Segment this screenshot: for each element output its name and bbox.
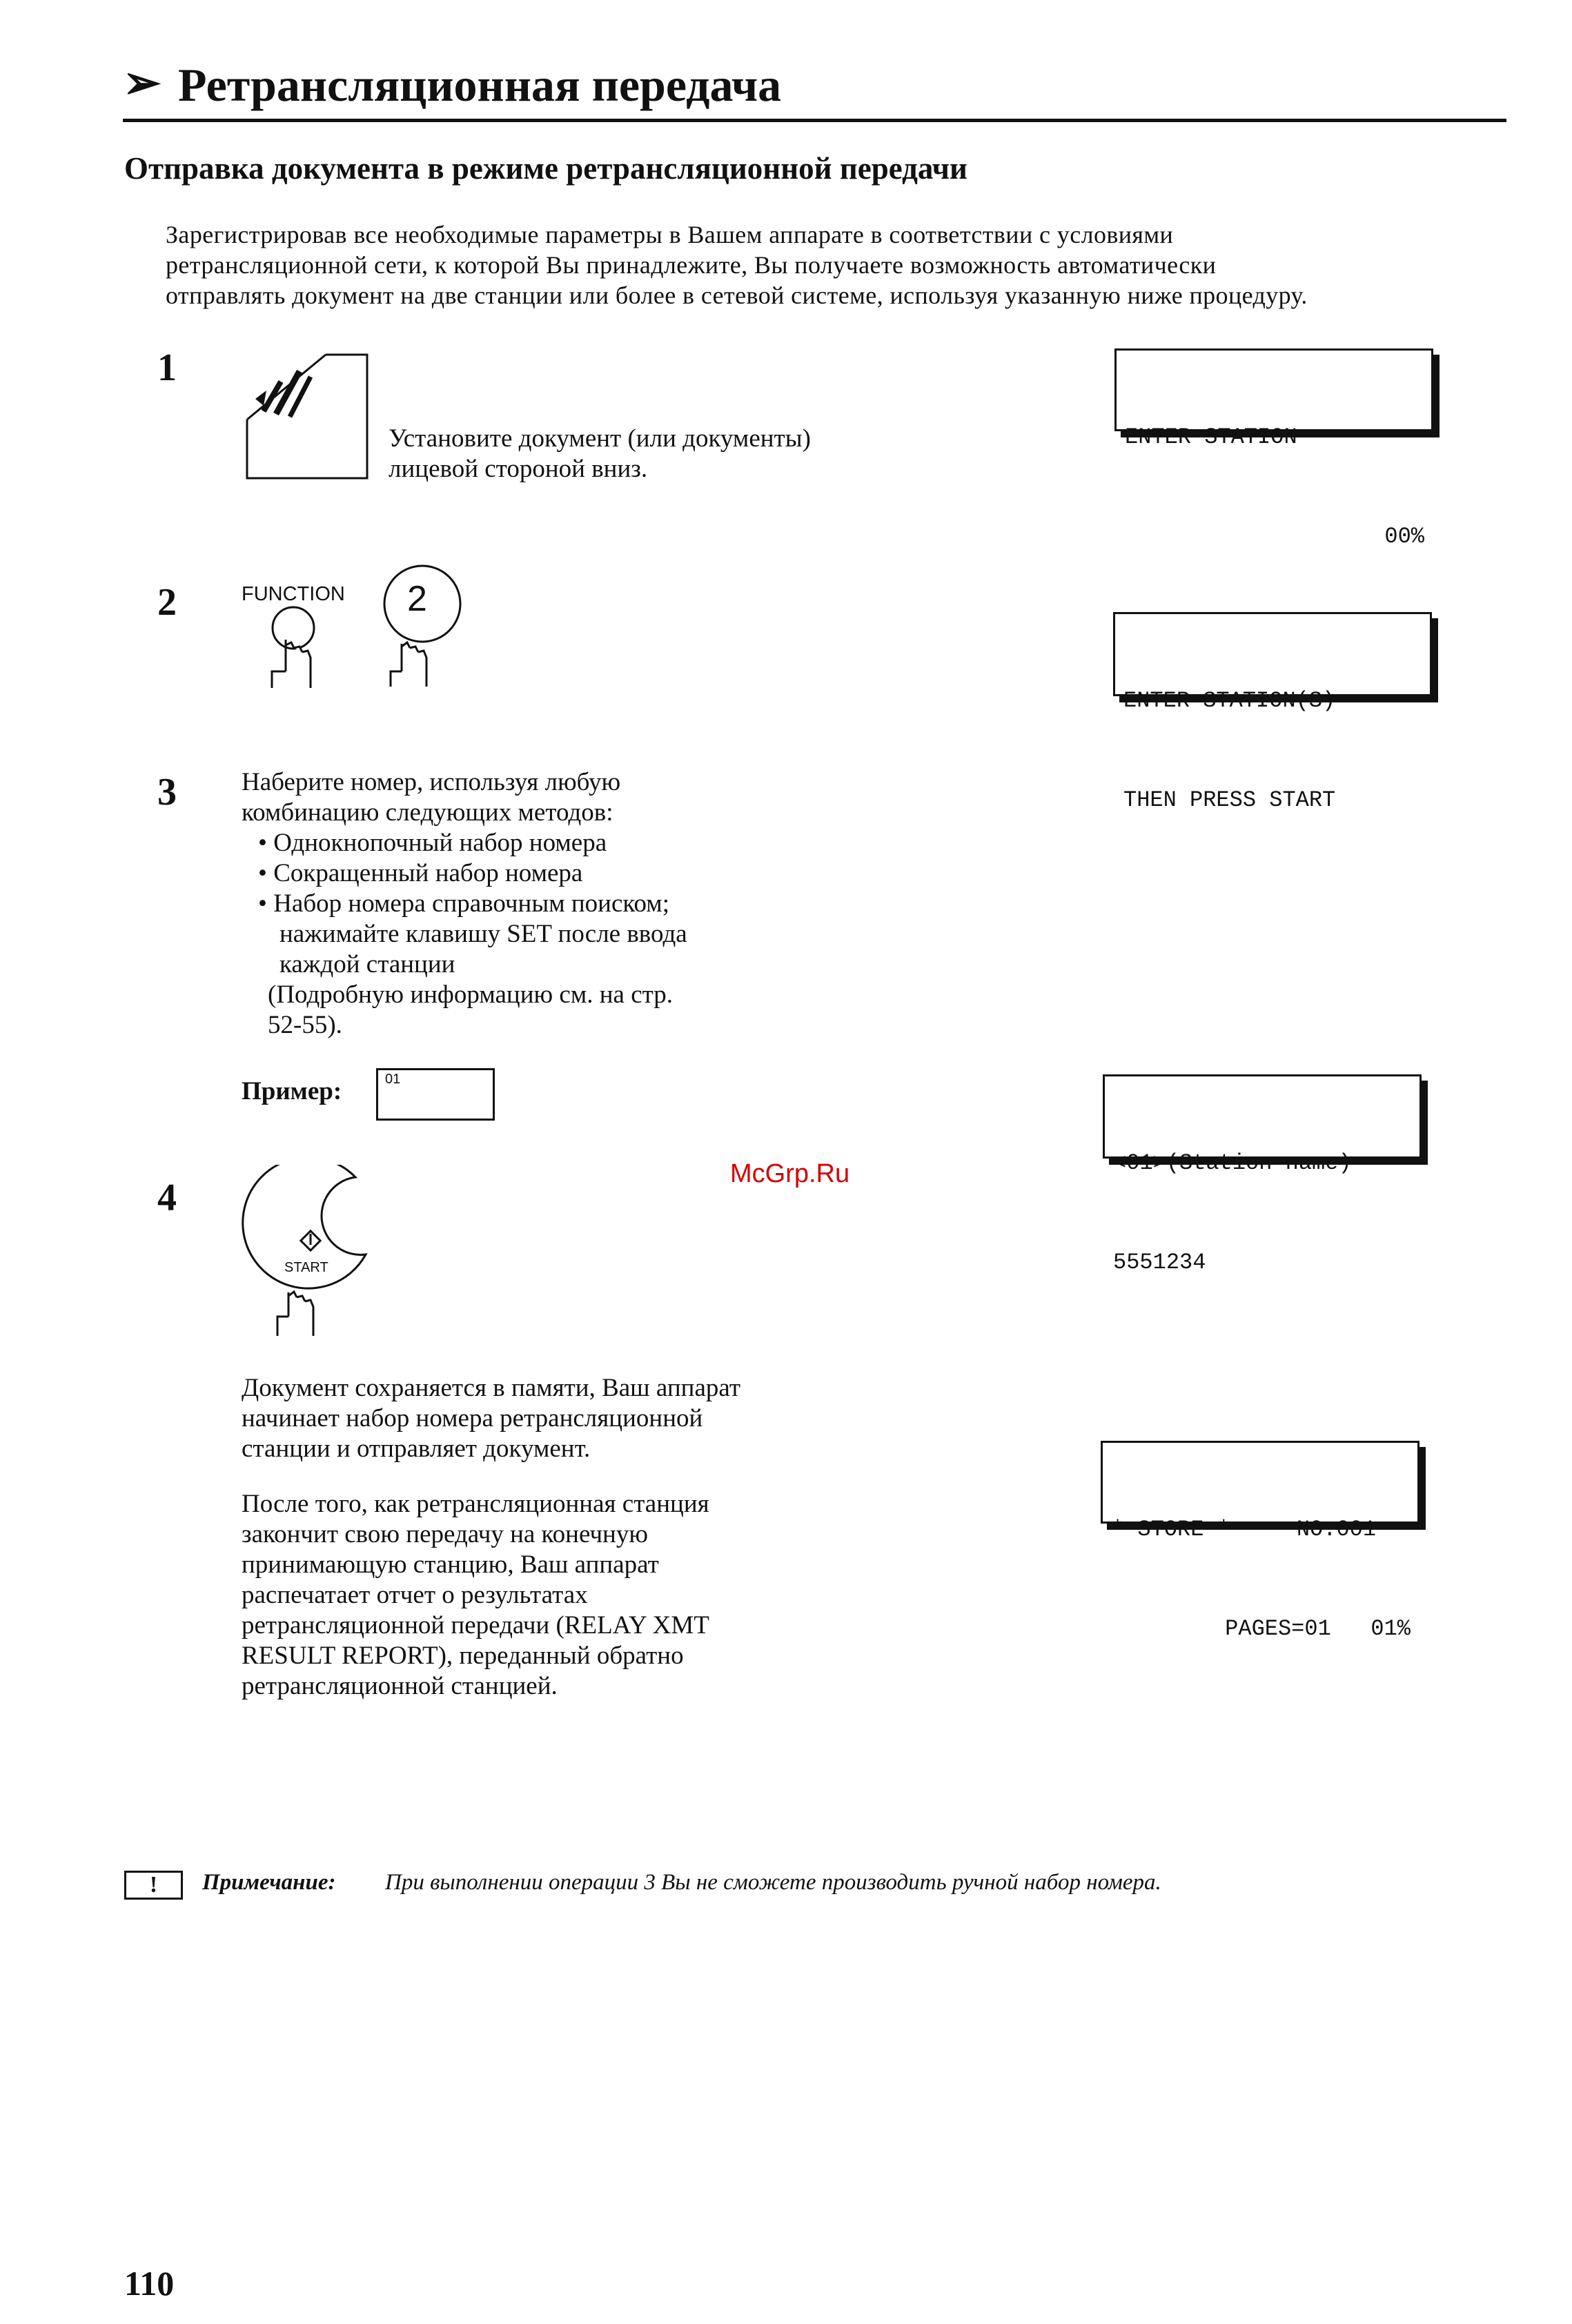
start-key-label: START xyxy=(284,1260,328,1275)
bullet-continuation: каждой станции xyxy=(279,950,455,978)
lcd-line: ENTER STATION xyxy=(1125,424,1297,450)
intro-line: Зарегистрировав все необходимые параметры в Вашем аппарате в соответствии с условиями xyxy=(166,221,1174,248)
function-key-icon[interactable] xyxy=(262,604,324,693)
text-line: После того, как ретрансляционная станция xyxy=(242,1490,709,1518)
text-line: ретрансляционной передачи (RELAY XMT xyxy=(242,1611,709,1639)
text-line: лицевой стороной вниз. xyxy=(389,455,648,483)
bullet-continuation: нажимайте клавишу SET после ввода xyxy=(279,920,687,948)
document-feed-icon xyxy=(243,351,374,485)
section-subtitle: Отправка документа в режиме ретрансляционной передачи xyxy=(124,151,967,186)
page-number: 110 xyxy=(124,2264,175,2303)
example-label: Пример: xyxy=(242,1077,342,1105)
step-1-text xyxy=(389,424,811,484)
text-line: комбинацию следующих методов: xyxy=(242,798,613,827)
reference-line: 52-55). xyxy=(268,1011,342,1039)
function-key-label: FUNCTION xyxy=(242,583,345,605)
bullet-item: • Набор номера справочным поиском; xyxy=(258,889,669,918)
example-key-label: 01 xyxy=(385,1072,401,1087)
text-line: Установите документ (или документы) xyxy=(389,424,811,453)
text-line: распечатает отчет о результатах xyxy=(242,1581,588,1609)
step-4-paragraph-2 xyxy=(242,1489,709,1702)
step-number-2: 2 xyxy=(157,581,177,624)
text-line: станции и отправляет документ. xyxy=(242,1435,591,1463)
step-3-text xyxy=(242,767,687,1041)
bullet-item: • Однокнопочный набор номера xyxy=(258,829,607,857)
text-line: RESULT REPORT), переданный обратно xyxy=(242,1642,684,1670)
intro-paragraph xyxy=(166,219,1497,311)
note-icon: ! xyxy=(124,1871,183,1900)
lcd-line: 00% xyxy=(1384,524,1424,549)
step-number-1: 1 xyxy=(157,346,177,389)
lcd-line: 5551234 xyxy=(1113,1250,1206,1275)
lcd-display-4 xyxy=(1101,1441,1419,1642)
page-title: Ретрансляционная передача xyxy=(178,59,782,111)
step-number-3: 3 xyxy=(157,771,177,814)
page-header xyxy=(123,57,1506,122)
text-line: ретрансляционной станцией. xyxy=(242,1672,558,1700)
text-line: начинает набор номера ретрансляционной xyxy=(242,1404,703,1432)
example-key-box xyxy=(376,1068,495,1121)
step-number-4: 4 xyxy=(157,1176,177,1219)
text-line: Документ сохраняется в памяти, Ваш аппарат xyxy=(242,1374,741,1402)
step-4-paragraph-1 xyxy=(242,1373,740,1464)
watermark: McGrp.Ru xyxy=(730,1159,850,1188)
key-2-label: 2 xyxy=(407,579,427,619)
lcd-line: * STORE * NO.001 xyxy=(1111,1517,1377,1542)
lcd-line: <01>(Station name) xyxy=(1113,1150,1352,1176)
text-line: принимающую станцию, Ваш аппарат xyxy=(242,1550,659,1579)
note-text: При выполнении операции 3 Вы не сможете производить ручной набор номера. xyxy=(385,1870,1161,1895)
arrow-icon: ➢ xyxy=(123,58,161,108)
lcd-display-1 xyxy=(1114,348,1433,549)
lcd-line: ENTER STATION(S) xyxy=(1123,688,1336,713)
reference-line: (Подробную информацию см. на стр. xyxy=(268,981,674,1009)
lcd-display-3 xyxy=(1103,1074,1422,1275)
start-button-icon[interactable] xyxy=(242,1165,380,1344)
bullet-item: • Сокращенный набор номера xyxy=(258,859,583,887)
lcd-line: PAGES=01 01% xyxy=(1225,1616,1411,1642)
lcd-line: THEN PRESS START xyxy=(1123,787,1336,813)
lcd-display-2 xyxy=(1113,612,1432,813)
note-label: Примечание: xyxy=(202,1870,336,1895)
text-line: Наберите номер, используя любую xyxy=(242,768,621,796)
intro-line: отправлять документ на две станции или более в сетевой системе, используя указанную ниже процедуру. xyxy=(166,282,1308,309)
text-line: закончит свою передачу на конечную xyxy=(242,1520,649,1548)
intro-line: ретрансляционной сети, к которой Вы принадлежите, Вы получаете возможность автоматически xyxy=(166,251,1217,279)
